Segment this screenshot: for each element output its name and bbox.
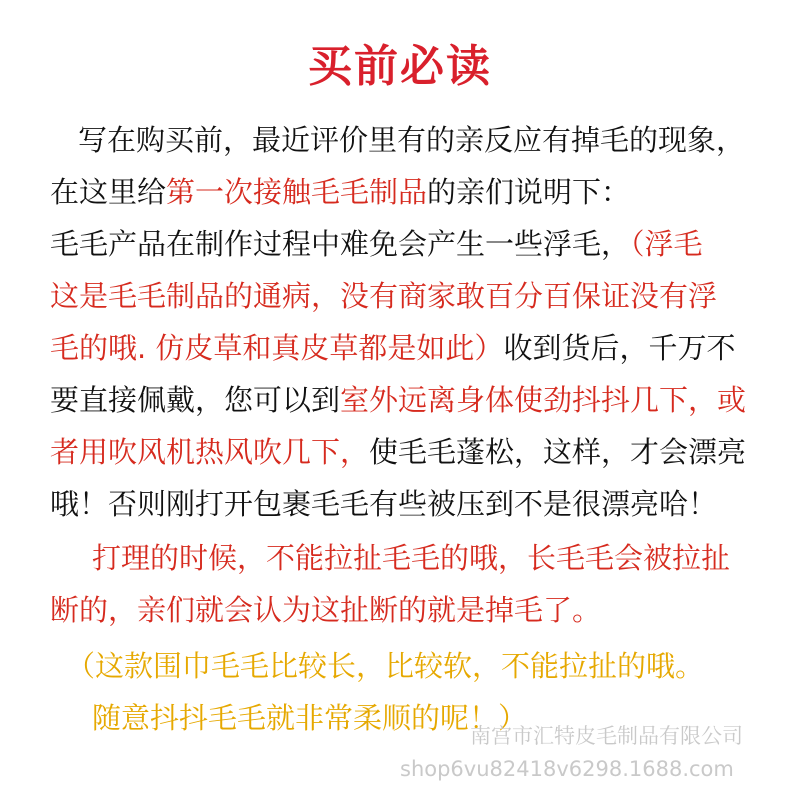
notice-highlight: （这款围巾毛毛比较长，比较软，不能拉扯的哦。: [66, 649, 705, 683]
notice-highlight: 毛的哦. 仿皮草和真皮草都是如此）: [50, 331, 504, 365]
notice-text: 写在购买前，最近评价里有的亲反应有掉毛的现象，: [78, 123, 746, 157]
notice-highlight: 者用吹风机热风吹几下，: [50, 435, 370, 469]
notice-line: [50, 484, 717, 524]
notice-text: 收到货后，千万不: [503, 331, 736, 365]
notice-highlight: 随意抖抖毛毛就非常柔顺的呢！）: [92, 701, 528, 735]
notice-text: 哦！否则刚打开包裹毛毛有些被压到不是很漂亮哈！: [50, 487, 718, 521]
notice-line: [92, 698, 527, 738]
notice-highlight: 第一次接触毛毛制品: [166, 175, 428, 209]
notice-line: [50, 172, 630, 212]
notice-line: [78, 120, 745, 160]
page-title: 买前必读: [308, 41, 492, 92]
notice-line: [50, 224, 703, 264]
notice-line: [50, 380, 746, 420]
notice-text: 在这里给: [50, 175, 167, 209]
notice-highlight: 这是毛毛制品的通病，没有商家敢百分百保证没有浮: [50, 279, 718, 313]
notice-line: [66, 646, 704, 686]
notice-highlight: （浮毛: [630, 227, 703, 261]
notice-text: 毛毛产品在制作过程中难免会产生一些浮毛，: [50, 227, 631, 261]
notice-highlight: 断的，亲们就会认为这扯断的就是掉毛了。: [50, 593, 602, 627]
notice-line: [92, 538, 730, 578]
notice-text: 的亲们说明下：: [427, 175, 631, 209]
notice-line: [50, 328, 735, 368]
notice-line: [50, 590, 601, 630]
notice-text: 要直接佩戴，您可以到: [50, 383, 341, 417]
notice-line: [50, 276, 717, 316]
watermark-company: 南宫市汇特皮毛制品有限公司: [470, 724, 743, 748]
notice-text: 使毛毛蓬松，这样，才会漂亮: [369, 435, 747, 469]
notice-highlight: 室外远离身体使劲抖抖几下，或: [340, 383, 747, 417]
watermark-shop: shop6vu82418v6298.1688.com: [400, 757, 734, 781]
notice-highlight: 打理的时候，不能拉扯毛毛的哦，长毛毛会被拉扯: [92, 541, 731, 575]
notice-line: [50, 432, 746, 472]
